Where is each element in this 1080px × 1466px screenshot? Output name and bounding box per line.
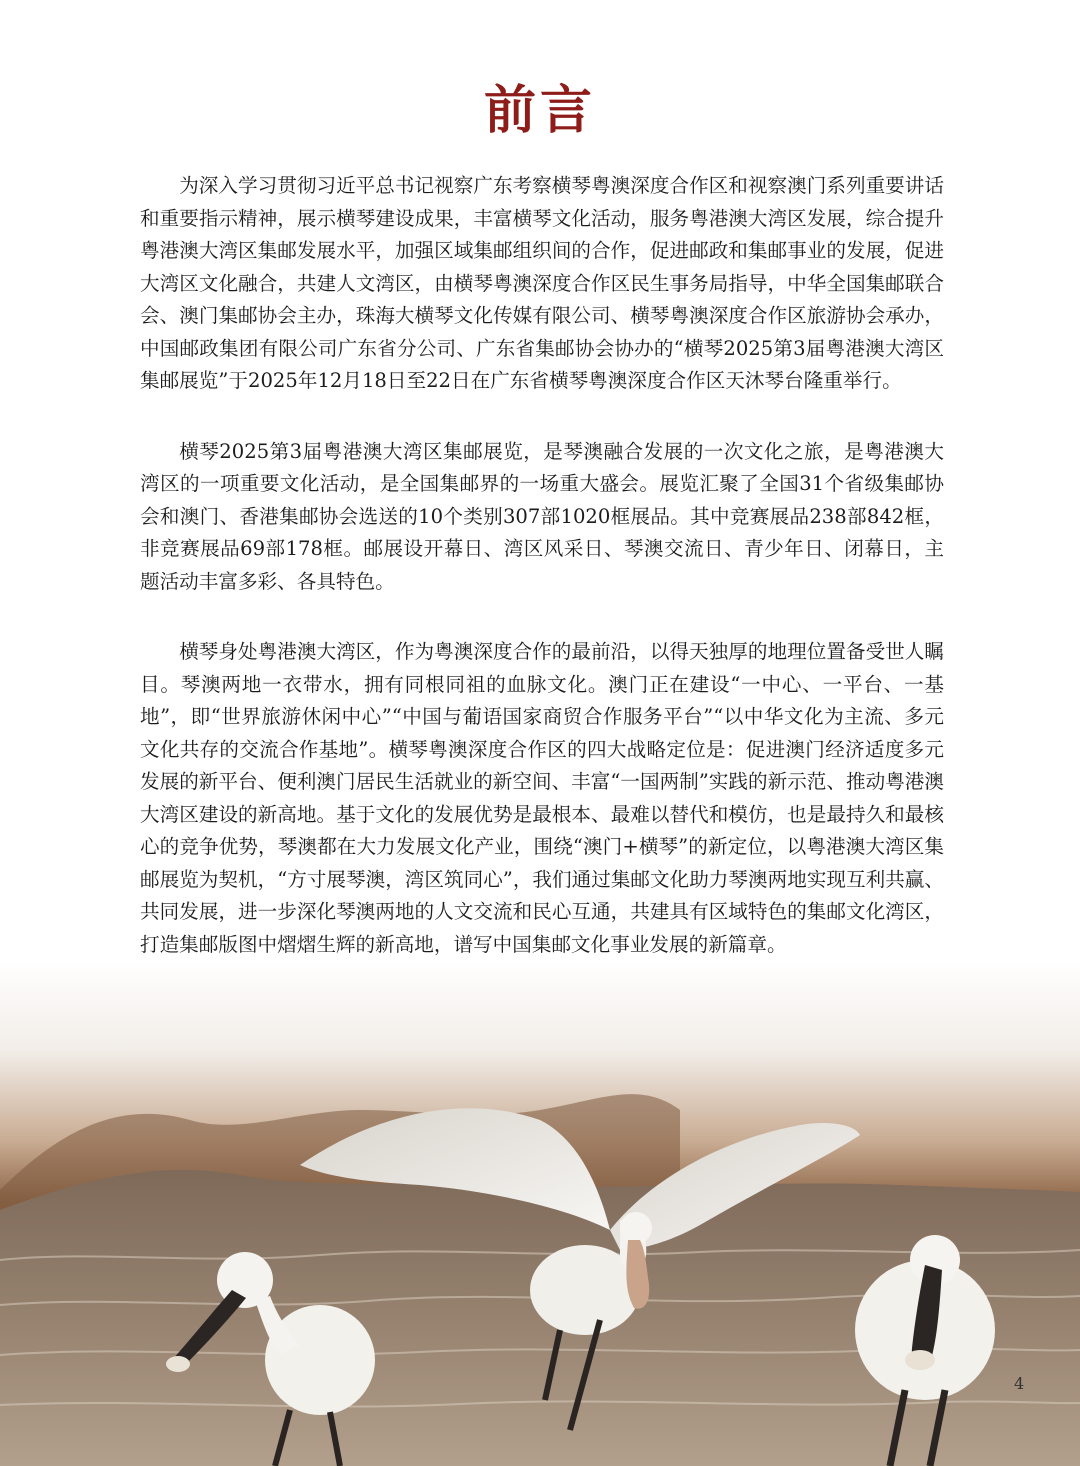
page-number: 4 <box>1014 1374 1025 1393</box>
preface-body <box>140 170 944 999</box>
paragraph-1: 为深入学习贯彻习近平总书记视察广东考察横琴粤澳深度合作区和视察澳门系列重要讲话和重要指示精神，展示横琴建设成果，丰富横琴文化活动，服务粤港澳大湾区发展，综合提升粤港澳大湾区集邮发展水平，加强区域集邮组织间的合作，促进邮政和集邮事业的发展，促进大湾区文化融合，共建人文湾区，由横琴粤澳深度合作区民生事务局指导，中华全国集邮联合会、澳门集邮协会主办，珠海大横琴文化传媒有限公司、横琴粤澳深度合作区旅游协会承办，中国邮政集团有限公司广东省分公司、广东省集邮协会协办的“横琴2025第3届粤港澳大湾区集邮展览”于2025年12月18日至22日在广东省横琴粤澳深度合作区天沐琴台隆重举行。 <box>140 174 944 392</box>
page-title: 前言 <box>483 80 596 141</box>
paragraph-2: 横琴2025第3届粤港澳大湾区集邮展览，是琴澳融合发展的一次文化之旅，是粤港澳大湾区的一项重要文化活动，是全国集邮界的一场重大盛会。展览汇聚了全国31个省级集邮协会和澳门、香港集邮协会选送的10个类别307部1020框展品。其中竞赛展品238部842框，非竞赛展品69部178框。邮展设开幕日、湾区风采日、琴澳交流日、青少年日、闭幕日，主题活动丰富多彩、各具特色。 <box>140 439 944 593</box>
paragraph-3: 横琴身处粤港澳大湾区，作为粤澳深度合作的最前沿，以得天独厚的地理位置备受世人瞩目。琴澳两地一衣带水，拥有同根同祖的血脉文化。澳门正在建设“一中心、一平台、一基地”，即“世界旅游休闲中心”“中国与葡语国家商贸合作服务平台”“以中华文化为主流、多元文化共存的交流合作基地”。横琴粤澳深度合作区的四大战略定位是：促进澳门经济适度多元发展的新平台、便利澳门居民生活就业的新空间、丰富“一国两制”实践的新示范、推动粤港澳大湾区建设的新高地。基于文化的发展优势是最根本、最难以替代和模仿，也是最持久和最核心的竞争优势，琴澳都在大力发展文化产业，围绕“澳门+横琴”的新定位，以粤港澳大湾区集邮展览为契机，“方寸展琴澳，湾区筑同心”，我们通过集邮文化助力琴澳两地实现互利共赢、共同发展，进一步深化琴澳两地的人文交流和民心互通，共建具有区域特色的集邮文化湾区，打造集邮版图中熠熠生辉的新高地，谱写中国集邮文化事业发展的新篇章。 <box>140 640 944 956</box>
spoonbill-photo <box>0 960 1080 1466</box>
